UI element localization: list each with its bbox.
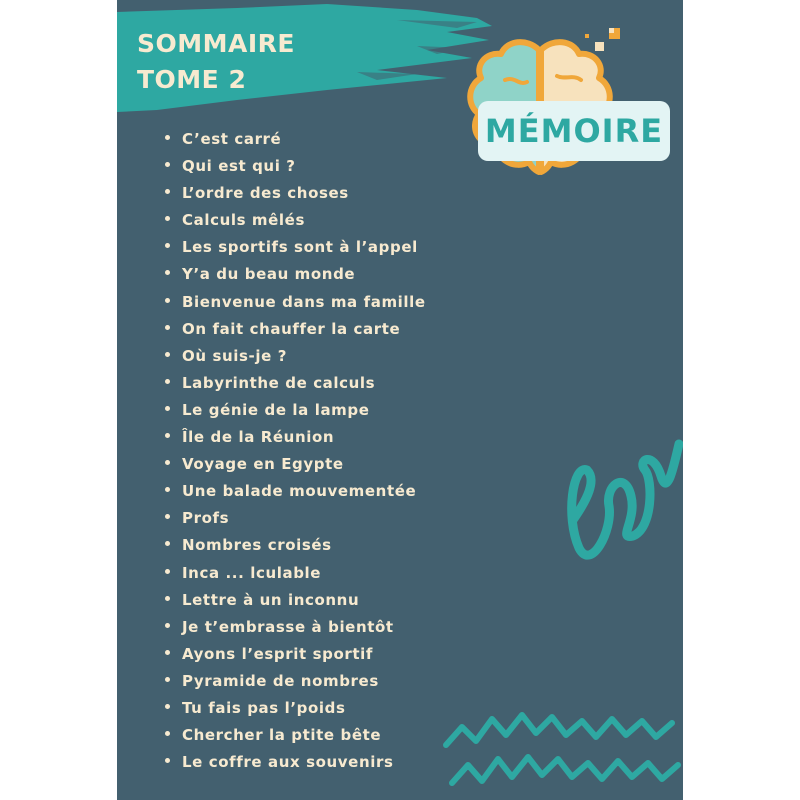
toc-item-label: Y’a du beau monde: [182, 265, 356, 284]
toc-item: [165, 343, 426, 370]
toc-item: [165, 478, 426, 505]
memory-label: MÉMOIRE: [484, 112, 664, 150]
title-line-1: SOMMAIRE: [137, 29, 295, 58]
toc-item: [165, 180, 426, 207]
toc-item: [165, 234, 426, 261]
toc-item: [165, 641, 426, 668]
toc-item-label: Le coffre aux souvenirs: [182, 753, 394, 772]
toc-item-label: Calculs mêlés: [182, 211, 305, 230]
toc-item: [165, 289, 426, 316]
pixel-sparkle-icon: [585, 28, 620, 51]
toc-item-label: On fait chauffer la carte: [182, 319, 401, 338]
toc-item: [165, 424, 426, 451]
toc-item-label: Lettre à un inconnu: [182, 590, 360, 609]
bullet-icon: [165, 487, 170, 492]
bullet-icon: [165, 189, 170, 194]
toc-item-label: Nombres croisés: [182, 536, 332, 555]
toc-item: [165, 505, 426, 532]
bullet-icon: [165, 569, 170, 574]
bullet-icon: [165, 677, 170, 682]
bullet-icon: [165, 406, 170, 411]
bullet-icon: [165, 162, 170, 167]
toc-item: [165, 126, 426, 153]
bullet-icon: [165, 623, 170, 628]
toc-item: [165, 397, 426, 424]
bullet-icon: [165, 298, 170, 303]
bullet-icon: [165, 352, 170, 357]
toc-item-label: Ayons l’esprit sportif: [182, 644, 374, 663]
toc-item-label: Inca ... lculable: [182, 563, 322, 582]
toc-item: [165, 532, 426, 559]
toc-item-label: Bienvenue dans ma famille: [182, 292, 426, 311]
bullet-icon: [165, 731, 170, 736]
toc-item-label: Profs: [182, 509, 230, 528]
toc-item: [165, 614, 426, 641]
bullet-icon: [165, 135, 170, 140]
toc-item-label: Qui est qui ?: [182, 157, 296, 176]
table-of-contents: [165, 126, 426, 776]
bullet-icon: [165, 704, 170, 709]
squiggle-decoration: [557, 420, 683, 590]
memory-badge: [478, 101, 670, 161]
toc-item-label: Une balade mouvementée: [182, 482, 417, 501]
toc-item-label: Labyrinthe de calculs: [182, 373, 376, 392]
bullet-icon: [165, 514, 170, 519]
title-line-2: TOME 2: [137, 65, 247, 94]
toc-item-label: Voyage en Egypte: [182, 455, 344, 474]
toc-item: [165, 451, 426, 478]
bullet-icon: [165, 596, 170, 601]
toc-item: [165, 316, 426, 343]
toc-item: [165, 668, 426, 695]
bullet-icon: [165, 325, 170, 330]
toc-item: [165, 695, 426, 722]
page-sheet: [117, 0, 683, 800]
bullet-icon: [165, 650, 170, 655]
toc-item-label: Je t’embrasse à bientôt: [182, 617, 394, 636]
zigzag-decoration: [442, 705, 683, 800]
bullet-icon: [165, 379, 170, 384]
bullet-icon: [165, 270, 170, 275]
bullet-icon: [165, 216, 170, 221]
toc-item: [165, 587, 426, 614]
toc-item: [165, 722, 426, 749]
toc-item-label: Les sportifs sont à l’appel: [182, 238, 418, 257]
toc-item-label: C’est carré: [182, 130, 282, 148]
toc-item: [165, 370, 426, 397]
toc-item-label: L’ordre des choses: [182, 184, 349, 203]
toc-item: [165, 207, 426, 234]
toc-item-label: Pyramide de nombres: [182, 671, 379, 690]
bullet-icon: [165, 541, 170, 546]
toc-item: [165, 749, 426, 776]
toc-item-label: Tu fais pas l’poids: [182, 698, 346, 717]
bullet-icon: [165, 433, 170, 438]
bullet-icon: [165, 243, 170, 248]
toc-item-label: Où suis-je ?: [182, 346, 287, 365]
toc-item-label: Le génie de la lampe: [182, 400, 370, 419]
page-title: [137, 26, 295, 98]
toc-item: [165, 153, 426, 180]
toc-item-label: Île de la Réunion: [182, 428, 335, 447]
bullet-icon: [165, 460, 170, 465]
bullet-icon: [165, 758, 170, 763]
toc-item-label: Chercher la ptite bête: [182, 726, 382, 745]
toc-item: [165, 560, 426, 587]
toc-item: [165, 261, 426, 288]
